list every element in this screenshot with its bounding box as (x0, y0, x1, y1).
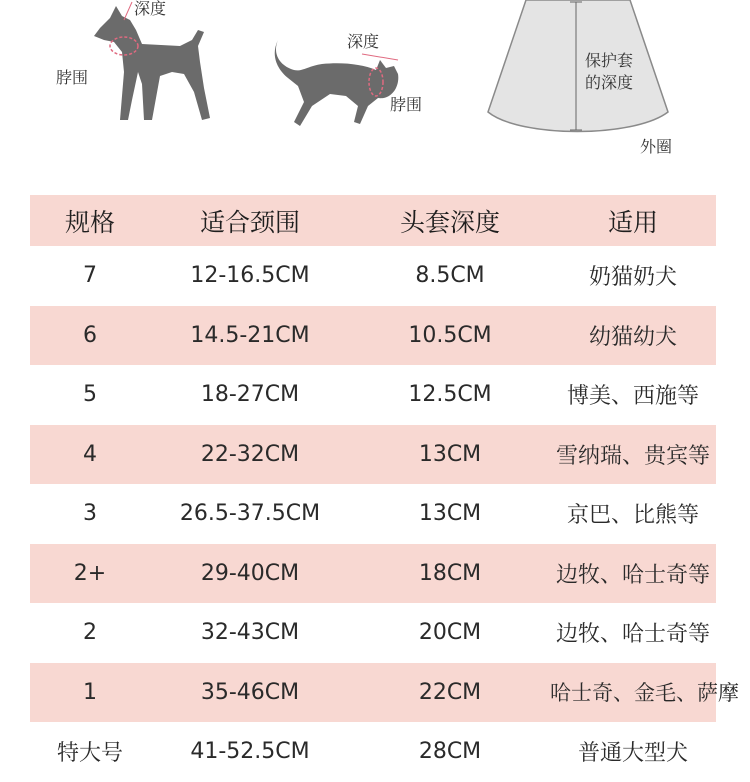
cell-depth: 13CM (418, 441, 482, 467)
cell-depth: 13CM (418, 501, 482, 527)
cell-neck: 26.5-37.5CM (179, 501, 321, 527)
table-header (30, 195, 716, 246)
cell-depth: 28CM (418, 739, 482, 765)
header-spec: 规格 (64, 207, 115, 237)
cell-use: 哈士奇、金毛、萨摩 (550, 681, 739, 706)
cell-spec: 2+ (73, 560, 107, 586)
cell-depth: 12.5CM (408, 382, 492, 408)
cell-depth: 8.5CM (415, 263, 485, 289)
cell-neck: 29-40CM (200, 560, 300, 586)
dog-neck-label: 脖围 (56, 68, 89, 87)
table-row (30, 663, 739, 723)
cell-spec: 7 (83, 263, 97, 289)
cat-silhouette (268, 30, 408, 130)
cell-use: 边牧、哈士奇等 (555, 622, 710, 648)
cell-use: 雪纳瑞、贵宾等 (555, 443, 710, 469)
cell-depth: 20CM (418, 620, 482, 646)
cell-depth: 10.5CM (408, 322, 492, 348)
cell-neck: 32-43CM (200, 620, 300, 646)
cell-neck: 12-16.5CM (190, 263, 310, 289)
cell-use: 博美、西施等 (566, 384, 699, 410)
cell-neck: 41-52.5CM (190, 739, 310, 765)
table-row (30, 544, 716, 604)
table-row (30, 484, 716, 544)
cell-spec: 1 (83, 679, 97, 705)
table-row (30, 722, 716, 782)
cone-illustration (484, 0, 670, 140)
cat-neck-label: 脖围 (390, 95, 423, 114)
cell-spec: 2 (83, 620, 97, 646)
cell-depth: 18CM (418, 560, 482, 586)
cell-use: 普通大型犬 (577, 741, 688, 767)
cell-spec: 3 (83, 501, 97, 527)
cell-use: 幼猫幼犬 (588, 324, 677, 350)
cat-depth-label: 深度 (347, 32, 380, 51)
cell-neck: 14.5-21CM (190, 322, 310, 348)
cell-use: 边牧、哈士奇等 (555, 562, 710, 588)
table-row (30, 603, 716, 663)
cell-neck: 22-32CM (200, 441, 300, 467)
cell-spec: 6 (83, 322, 97, 348)
cell-use: 京巴、比熊等 (566, 503, 699, 529)
table-row (30, 246, 716, 306)
header-neck: 适合颈围 (199, 207, 300, 237)
cone-depth-label-2: 的深度 (585, 73, 634, 92)
table-row (30, 365, 716, 425)
cell-use: 奶猫奶犬 (588, 265, 677, 291)
cone-outer-label: 外圈 (640, 137, 673, 156)
table-row (30, 425, 716, 485)
table-row (30, 306, 716, 366)
dog-depth-label: 深度 (134, 0, 167, 18)
cell-depth: 22CM (418, 679, 482, 705)
header-depth: 头套深度 (399, 207, 500, 237)
cell-spec: 5 (83, 382, 97, 408)
illustration-strip (0, 0, 750, 175)
size-table (30, 195, 739, 782)
cell-spec: 4 (83, 441, 97, 467)
cell-spec: 特大号 (56, 741, 123, 767)
cell-neck: 35-46CM (200, 679, 300, 705)
cell-neck: 18-27CM (200, 382, 300, 408)
cone-depth-label-1: 保护套 (585, 51, 634, 70)
header-use: 适用 (607, 207, 658, 237)
